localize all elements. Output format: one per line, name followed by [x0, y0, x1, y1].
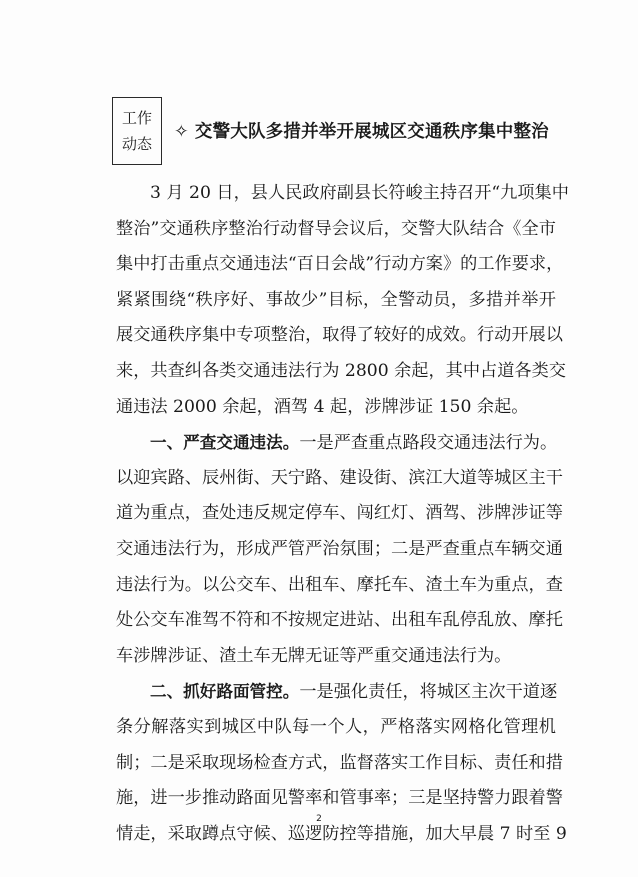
text-line: 集中打击重点交通违法“百日会战”行动方案》的工作要求， — [116, 254, 564, 275]
text-line: 道为重点，查处违反规定停车、闯红灯、酒驾、涉牌涉证等 — [116, 503, 563, 524]
article-body — [116, 176, 569, 852]
article-title: 交警大队多措并举开展城区交通秩序集中整治 — [194, 122, 549, 142]
section-one-first-line — [116, 425, 556, 461]
section-one-heading: 一、严查交通违法。 — [150, 433, 300, 453]
section-tag-line2: 动态 — [121, 135, 152, 153]
text-line: 处公交车准驾不符和不按规定进站、出租车乱停乱放、摩托 — [116, 610, 563, 631]
section-two-first-line — [116, 674, 556, 710]
section-two-heading: 二、抓好路面管控。 — [150, 682, 300, 702]
text-line: 以迎宾路、辰州街、天宁路、建设街、滨江大道等城区主干 — [116, 467, 563, 488]
section-one-first-text: 一是严查重点路段交通违法行为。 — [299, 433, 558, 454]
text-line: 条分解落实到城区中队每一个人，严格落实网格化管理机 — [116, 716, 556, 737]
article-headline — [174, 118, 549, 143]
text-line: 交通违法行为，形成严管严治氛围；二是严查重点车辆交通 — [116, 538, 563, 559]
text-line: 整治”交通秩序整治行动督导会议后，交警大队结合《全市 — [116, 218, 556, 239]
text-line: 3 月 20 日，县人民政府副县长符峻主持召开“九项集中 — [150, 183, 569, 203]
text-line: 车涉牌涉证、渣土车无牌无证等严重交通违法行为。 — [116, 645, 512, 666]
text-line: 施，进一步推动路面见警率和管事率；三是坚持警力跟着警 — [116, 788, 563, 809]
text-line: 紧紧围绕“秩序好、事故少”目标，全警动员，多措并举开 — [116, 289, 556, 310]
section-tag-line1: 工作 — [121, 109, 152, 127]
section-tag-box — [112, 97, 162, 165]
text-line: 通违法 2000 余起，酒驾 4 起，涉牌涉证 150 余起。 — [116, 396, 529, 417]
section-two-first-text: 一是强化责任，将城区主次干道逐 — [299, 682, 558, 703]
text-line: 展交通秩序集中专项整治，取得了较好的成效。行动开展以 — [116, 325, 563, 346]
text-line: 情走，采取蹲点守候、巡逻防控等措施，加大早晨 7 时至 9 — [116, 823, 567, 844]
text-line: 来，共查纠各类交通违法行为 2800 余起，其中占道各类交 — [116, 360, 566, 381]
text-line: 违法行为。以公交车、出租车、摩托车、渣土车为重点，查 — [116, 574, 563, 595]
text-line: 制；二是采取现场检查方式，监督落实工作目标、责任和措 — [116, 752, 563, 773]
page-number: 2 — [316, 814, 322, 824]
diamond-bullet-icon: ✧ — [174, 122, 189, 142]
